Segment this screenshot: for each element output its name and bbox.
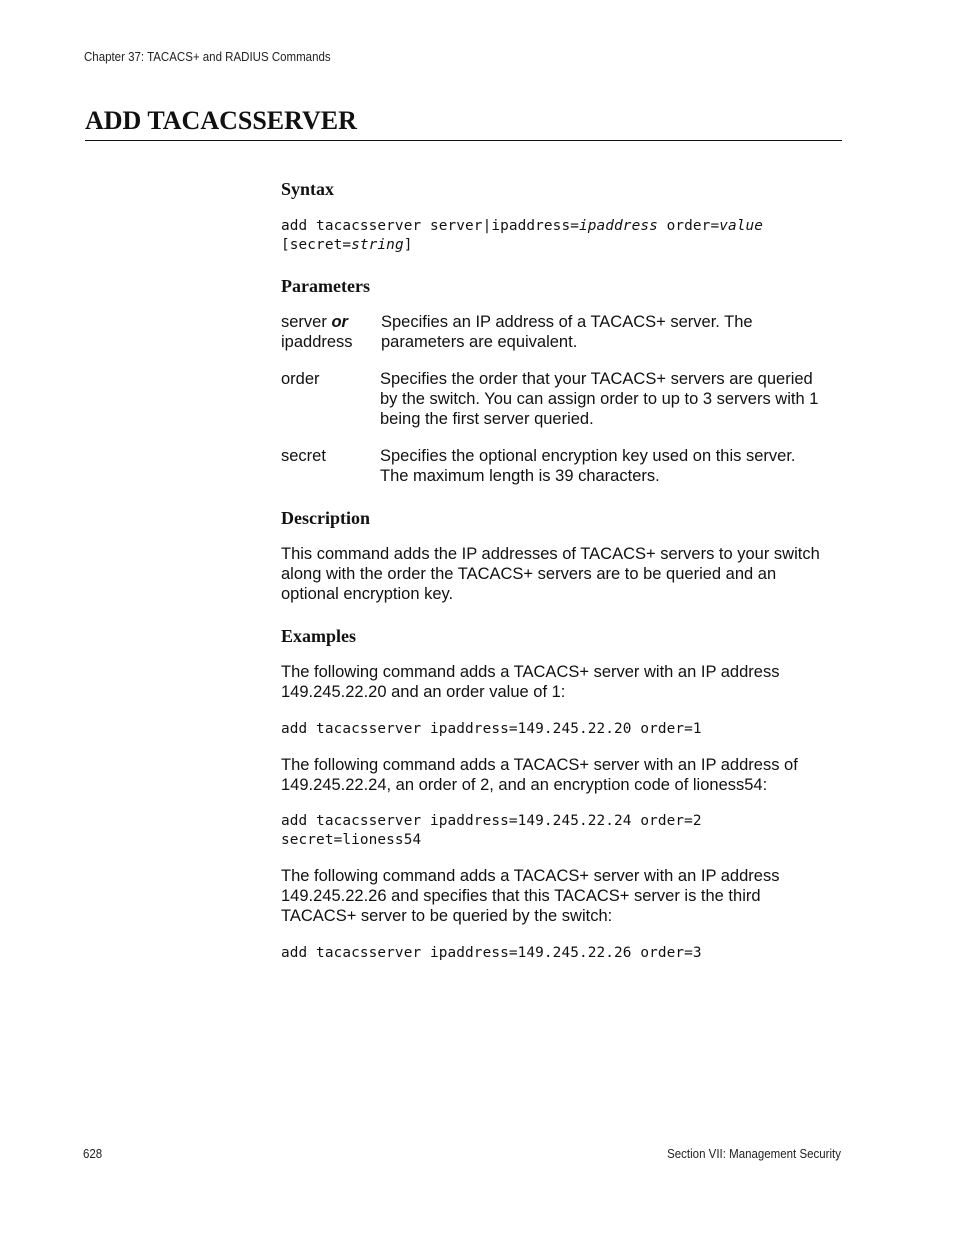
example-2-code (281, 812, 846, 850)
description-line: parameters are equivalent. (381, 333, 578, 351)
paragraph-line: TACACS+ server to be queried by the switch: (281, 907, 613, 925)
example-1-text (281, 662, 846, 702)
paragraph-line: along with the order the TACACS+ servers are to be queried and an (281, 565, 777, 583)
syntax-text: ] (403, 237, 413, 253)
paragraph-line: The following command adds a TACACS+ server with an IP address (281, 663, 780, 681)
description-line: Specifies an IP address of a TACACS+ server. The (381, 313, 753, 331)
parameters-list (281, 312, 846, 486)
examples-heading: Examples (281, 626, 357, 646)
code-line: secret=lioness54 (281, 832, 422, 848)
example-3-text (281, 866, 846, 926)
parameter-term (281, 312, 381, 352)
paragraph-line: This command adds the IP addresses of TACACS+ servers to your switch (281, 545, 820, 563)
title-rule (85, 140, 842, 141)
paragraph-line: optional encryption key. (281, 585, 454, 603)
code-line: add tacacsserver ipaddress=149.245.22.24 order=2 (281, 813, 702, 829)
page-number: 628 (83, 1147, 103, 1161)
syntax-placeholder-value: value (719, 218, 764, 234)
description-heading: Description (281, 508, 370, 528)
parameter-description (381, 312, 846, 352)
syntax-placeholder-string: string (351, 237, 404, 253)
paragraph-line: 149.245.22.26 and specifies that this TACACS+ server is the third (281, 887, 761, 905)
parameter-term: order (281, 370, 320, 388)
syntax-text: order= (657, 218, 720, 234)
description-line: being the first server queried. (380, 410, 594, 428)
parameter-term: secret (281, 447, 326, 465)
description-line: The maximum length is 39 characters. (380, 467, 660, 485)
page-title: ADD TACACSSERVER (85, 106, 357, 135)
syntax-text: add tacacsserver server|ipaddress= (281, 218, 579, 234)
paragraph-line: 149.245.22.20 and an order value of 1: (281, 683, 566, 701)
parameter-row-server (281, 312, 846, 352)
parameter-description (380, 369, 846, 429)
running-header: Chapter 37: TACACS+ and RADIUS Commands (84, 50, 331, 64)
syntax-placeholder-ipaddress: ipaddress (578, 218, 658, 234)
description-paragraph (281, 544, 846, 604)
paragraph-line: The following command adds a TACACS+ server with an IP address of (281, 756, 798, 774)
parameter-row-order (281, 369, 846, 429)
parameter-row-secret (281, 446, 846, 486)
example-1-code: add tacacsserver ipaddress=149.245.22.20 order=1 (281, 721, 702, 737)
description-line: by the switch. You can assign order to up to 3 servers with 1 (380, 390, 819, 408)
description-line: Specifies the optional encryption key used on this server. (380, 447, 796, 465)
syntax-code (281, 217, 846, 255)
syntax-line-1 (281, 217, 846, 236)
paragraph-line: 149.245.22.24, an order of 2, and an encryption code of lioness54: (281, 776, 768, 794)
example-2-text (281, 755, 846, 795)
syntax-line-2 (281, 236, 846, 255)
term-or: or (331, 313, 348, 331)
parameter-description (380, 446, 846, 486)
example-3-code: add tacacsserver ipaddress=149.245.22.26 order=3 (281, 945, 702, 961)
syntax-text: [secret= (281, 237, 352, 253)
term-text: server (281, 313, 332, 331)
page-content (281, 177, 846, 963)
section-footer: Section VII: Management Security (667, 1147, 841, 1161)
syntax-heading: Syntax (281, 179, 335, 199)
term-text: ipaddress (281, 333, 353, 351)
description-line: Specifies the order that your TACACS+ servers are queried (380, 370, 813, 388)
paragraph-line: The following command adds a TACACS+ server with an IP address (281, 867, 780, 885)
parameters-heading: Parameters (281, 276, 370, 296)
